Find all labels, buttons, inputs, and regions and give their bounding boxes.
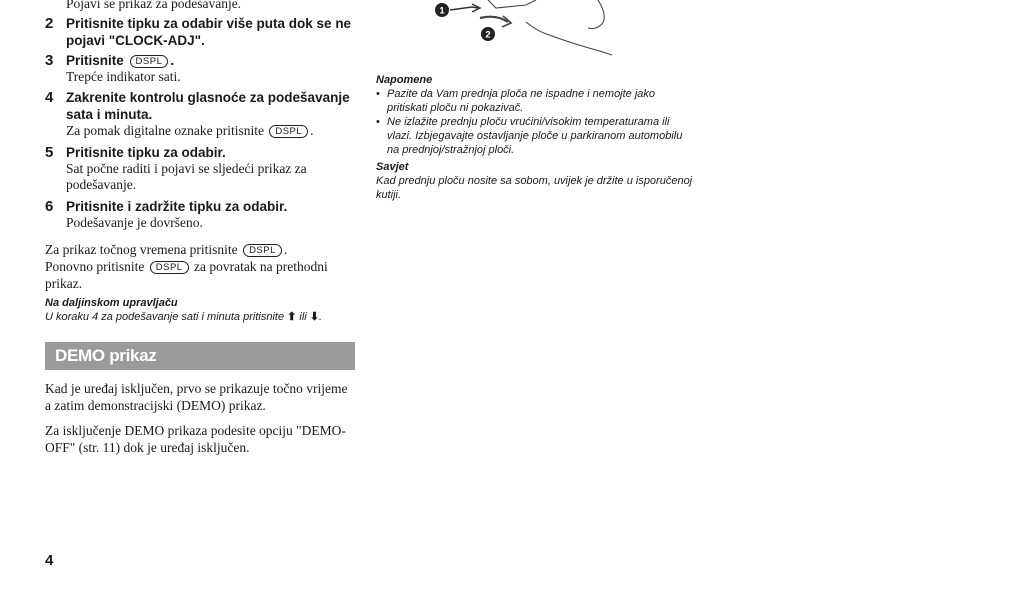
- step-6: [45, 198, 355, 232]
- step-4-title: Zakrenite kontrolu glasnoće za podešavanje sata i minuta.: [66, 90, 350, 122]
- step-6-title: Pritisnite i zadržite tipku za odabir.: [66, 198, 288, 214]
- step-1-desc: Pojavi se prikaz za podešavanje.: [66, 0, 242, 11]
- step-3-title-end: .: [170, 52, 175, 68]
- dspl-key-icon: DSPL: [130, 55, 169, 68]
- step-5: [45, 144, 355, 194]
- step-3-desc: Trepće indikator sati.: [66, 68, 181, 84]
- note-item-1-text: Pazite da Vam prednja ploča ne ispadne i nemojte jako pritiskati ploču ni pokazivač.: [387, 88, 656, 114]
- front-panel-edge: [488, 0, 536, 8]
- remote-note: [45, 297, 355, 324]
- step-1-continuation: [45, 0, 355, 13]
- step-4-desc: [66, 123, 355, 140]
- step-4-number: 4: [45, 89, 54, 106]
- step-4: [45, 89, 355, 140]
- thumb-outline: [588, 0, 604, 29]
- callout-2-label: 2: [485, 29, 491, 41]
- up-arrow-icon: ⬆: [287, 311, 297, 323]
- dspl-key-icon: DSPL: [243, 244, 282, 257]
- time-display-text-1-end: .: [283, 242, 288, 257]
- tip-text: Kad prednju ploču nosite sa sobom, uvijek je držite u isporučenoj kutiji.: [376, 175, 693, 201]
- demo-section-heading: DEMO prikaz: [45, 342, 355, 370]
- note-item-2: [376, 115, 696, 157]
- page-number: 4: [45, 552, 54, 569]
- step-5-title: Pritisnite tipku za odabir.: [66, 144, 226, 160]
- dspl-key-icon: DSPL: [150, 261, 189, 274]
- dspl-key-icon: DSPL: [269, 125, 308, 138]
- time-display-text-2: Ponovno pritisnite: [45, 259, 145, 274]
- left-column: [45, 0, 355, 456]
- remote-text-end: .: [319, 311, 323, 323]
- demo-paragraph-1: Kad je uređaj isključen, prvo se prikazuje točno vrijeme a zatim demonstracijski (DEMO) prikaz.: [45, 381, 348, 413]
- tip-heading: Savjet: [376, 161, 409, 173]
- time-display-paragraph: [45, 241, 355, 292]
- release-arrow-icon: [450, 7, 478, 10]
- step-2: [45, 15, 355, 49]
- time-display-text-2-end: za povratak na prethodni prikaz.: [45, 259, 328, 291]
- time-display-text-1: Za prikaz točnog vremena pritisnite: [45, 242, 238, 257]
- step-6-desc: Podešavanje je dovršeno.: [66, 214, 203, 230]
- remote-text-or: ili: [299, 311, 307, 323]
- callout-1-label: 1: [439, 5, 445, 17]
- step-4-desc-text: Za pomak digitalne oznake pritisnite: [66, 123, 264, 138]
- bullet-icon: •: [376, 88, 380, 100]
- step-3-number: 3: [45, 51, 54, 69]
- front-panel-illustration: [376, 0, 696, 74]
- note-item-1: [376, 87, 696, 115]
- step-3: [45, 52, 355, 86]
- step-2-title: Pritisnite tipku za odabir više puta dok se ne pojavi "CLOCK-ADJ".: [66, 15, 352, 48]
- demo-paragraph-2: Za isključenje DEMO prikaza podesite opciju "DEMO-OFF" (str. 11) dok je uređaj isključen.: [45, 423, 346, 455]
- step-3-title-text: Pritisnite: [66, 52, 124, 68]
- remote-heading: Na daljinskom upravljaču: [45, 297, 178, 309]
- right-column: [376, 0, 696, 202]
- notes-heading: Napomene: [376, 74, 433, 86]
- step-6-number: 6: [45, 197, 54, 215]
- remote-text-main: U koraku 4 za podešavanje sati i minuta pritisnite: [45, 311, 285, 323]
- step-5-desc: Sat počne raditi i pojavi se sljedeći prikaz za podešavanje.: [66, 160, 307, 192]
- step-4-desc-end: .: [310, 123, 314, 138]
- down-arrow-icon: ⬇: [309, 311, 320, 323]
- step-5-number: 5: [45, 143, 54, 161]
- step-2-number: 2: [45, 14, 54, 32]
- remote-text: [45, 310, 355, 324]
- bullet-icon: •: [376, 116, 380, 128]
- note-item-2-text: Ne izlažite prednju ploču vrućini/visokim temperaturama ili vlazi. Izbjegavajte ostavljanje ploče u parkiranom automobilu na prednjoj/stražnjoj ploči.: [387, 116, 683, 156]
- step-3-title: [66, 52, 355, 69]
